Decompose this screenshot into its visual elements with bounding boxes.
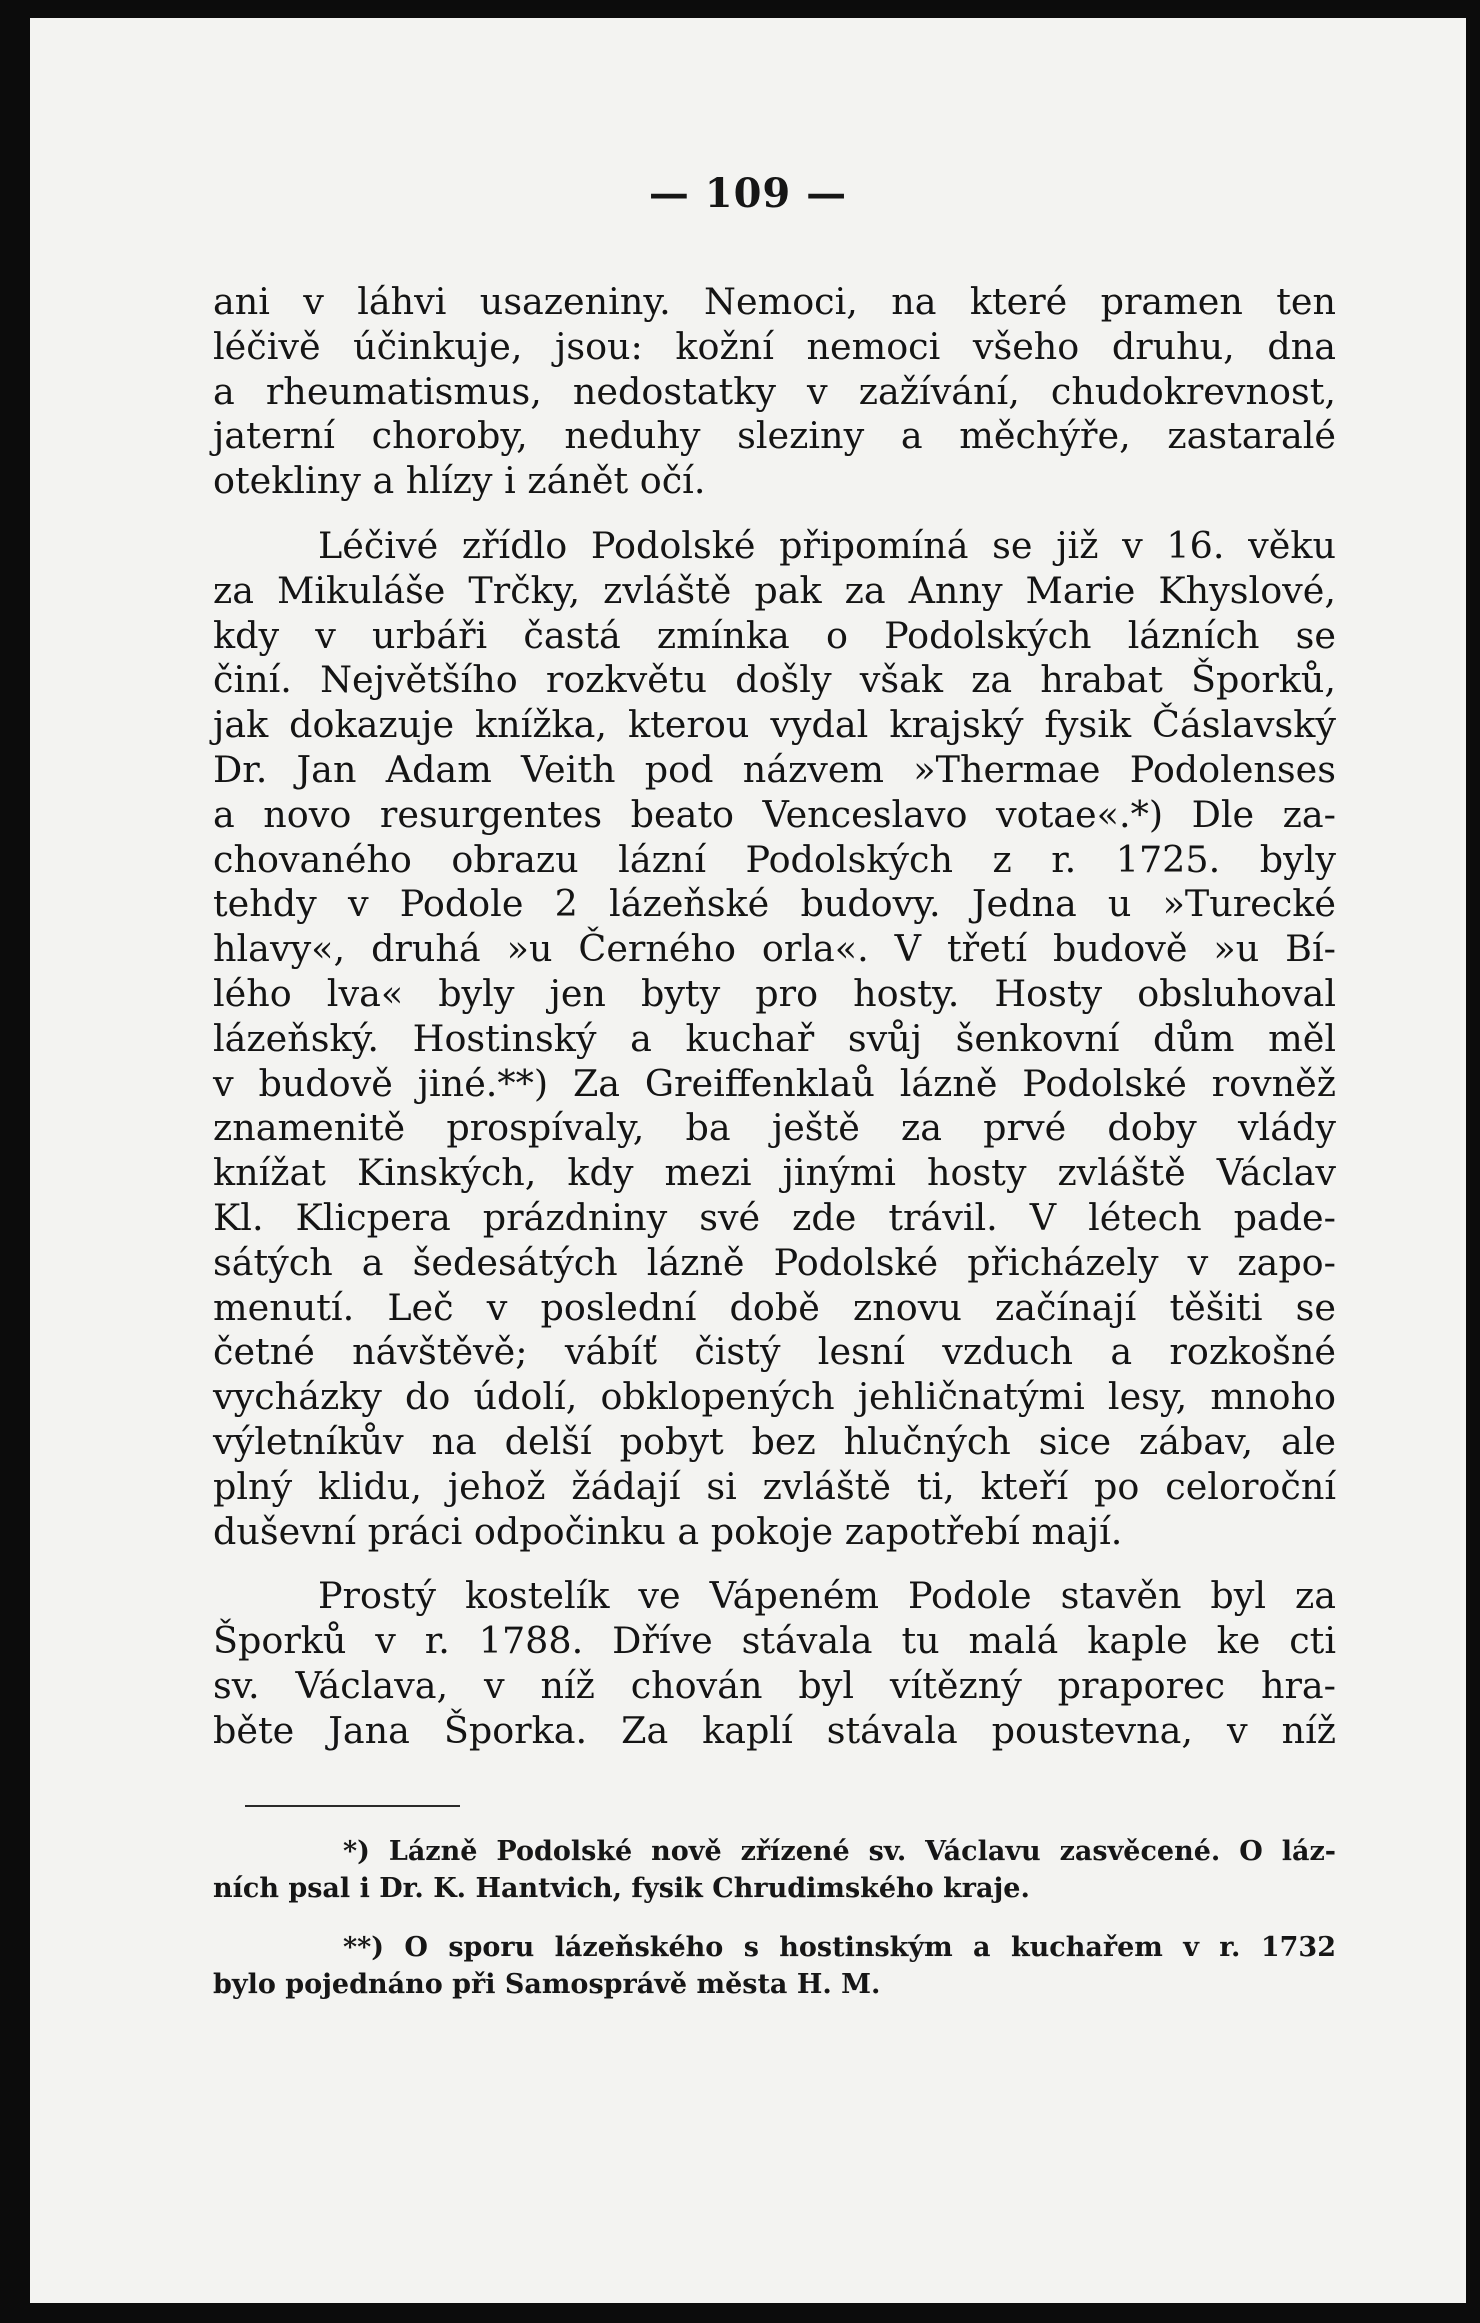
text-line: otekliny a hlízy i zánět očí. [213, 459, 706, 503]
text-line: menutí. Leč v poslední době znovu začínají těšiti se [213, 1285, 1336, 1329]
footnote-line: ních psal i Dr. K. Hantvich, fysik Chrudimského kraje. [213, 1873, 1030, 1904]
text-line: za Mikuláše Trčky, zvláště pak za Anny Marie Khyslové, [213, 568, 1336, 612]
text-line: lého lva« byly jen byty pro hosty. Hosty obsluhoval [213, 971, 1336, 1015]
text-line: ani v láhvi usazeniny. Nemoci, na které pramen ten [213, 280, 1336, 323]
footnote-line: **) O sporu lázeňského s hostinským a kuchařem v r. 1732 [343, 1932, 1336, 1963]
footnote-2 [213, 1929, 1336, 2003]
text-line: Kl. Klicpera prázdniny své zde trávil. V létech pade- [213, 1195, 1336, 1239]
text-line: léčivě účinkuje, jsou: kožní nemoci všeho druhu, dna [213, 324, 1336, 368]
paragraph-1 [213, 280, 1336, 504]
footnotes [213, 1833, 1336, 2025]
text-line: četné návštěvě; vábíť čistý lesní vzduch a rozkošné [213, 1330, 1336, 1374]
paragraph-2 [213, 524, 1336, 1554]
text-line: Léčivé zřídlo Podolské připomíná se již v 16. věku [318, 523, 1336, 567]
text-line: činí. Největšího rozkvětu došly však za hrabat Šporků, [213, 658, 1336, 702]
text-line: tehdy v Podole 2 lázeňské budovy. Jedna u »Turecké [213, 882, 1336, 926]
footnote-1 [213, 1833, 1336, 1907]
text-line: sv. Václava, v níž chován byl vítězný praporec hra- [213, 1663, 1336, 1707]
text-line: Dr. Jan Adam Veith pod názvem »Thermae Podolenses [213, 747, 1336, 791]
text-line: a novo resurgentes beato Venceslavo votae«.*) Dle za- [213, 792, 1336, 836]
text-line: plný klidu, jehož žádají si zvláště ti, kteří po celoroční [213, 1464, 1336, 1508]
text-line: běte Jana Šporka. Za kaplí stávala poustevna, v níž [213, 1708, 1336, 1752]
text-line: znamenitě prospívaly, ba ještě za prvé doby vlády [213, 1106, 1336, 1150]
text-line: sátých a šedesátých lázně Podolské přicházely v zapo- [213, 1240, 1336, 1284]
footnote-line: bylo pojednáno při Samosprávě města H. M. [213, 1969, 881, 2000]
text-line: knížat Kinských, kdy mezi jinými hosty zvláště Václav [213, 1151, 1336, 1195]
text-line: vycházky do údolí, obklopených jehličnatými lesy, mnoho [213, 1375, 1336, 1419]
text-line: chovaného obrazu lázní Podolských z r. 1725. byly [213, 837, 1336, 881]
text-line: a rheumatismus, nedostatky v zažívání, chudokrevnost, [213, 369, 1336, 413]
text-line: hlavy«, druhá »u Černého orla«. V třetí budově »u Bí- [213, 927, 1336, 971]
text-line: Šporků v r. 1788. Dříve stávala tu malá kaple ke cti [213, 1619, 1336, 1663]
text-line: jaterní choroby, neduhy sleziny a měchýře, zastaralé [213, 414, 1336, 458]
text-line: jak dokazuje knížka, kterou vydal krajský fysik Čáslavský [213, 703, 1336, 747]
scan-left-edge [0, 0, 30, 2323]
text-line: duševní práci odpočinku a pokoje zapotřebí mají. [213, 1509, 1123, 1553]
text-line: výletníkův na delší pobyt bez hlučných sice zábav, ale [213, 1419, 1336, 1463]
page-number: — 109 — [648, 170, 848, 217]
book-page [30, 18, 1466, 2303]
text-line: Prostý kostelík ve Vápeném Podole stavěn byl za [318, 1574, 1336, 1618]
paragraph-3 [213, 1574, 1336, 1753]
text-line: lázeňský. Hostinský a kuchař svůj šenkovní dům měl [213, 1016, 1336, 1060]
text-line: kdy v urbáři častá zmínka o Podolských lázních se [213, 613, 1336, 657]
text-line: v budově jiné.**) Za Greiffenklaů lázně Podolské rovněž [213, 1061, 1336, 1105]
footnote-separator [245, 1805, 460, 1807]
body-text [213, 280, 1336, 1754]
footnote-line: *) Lázně Podolské nově zřízené sv. Václavu zasvěcené. O láz- [343, 1836, 1336, 1867]
